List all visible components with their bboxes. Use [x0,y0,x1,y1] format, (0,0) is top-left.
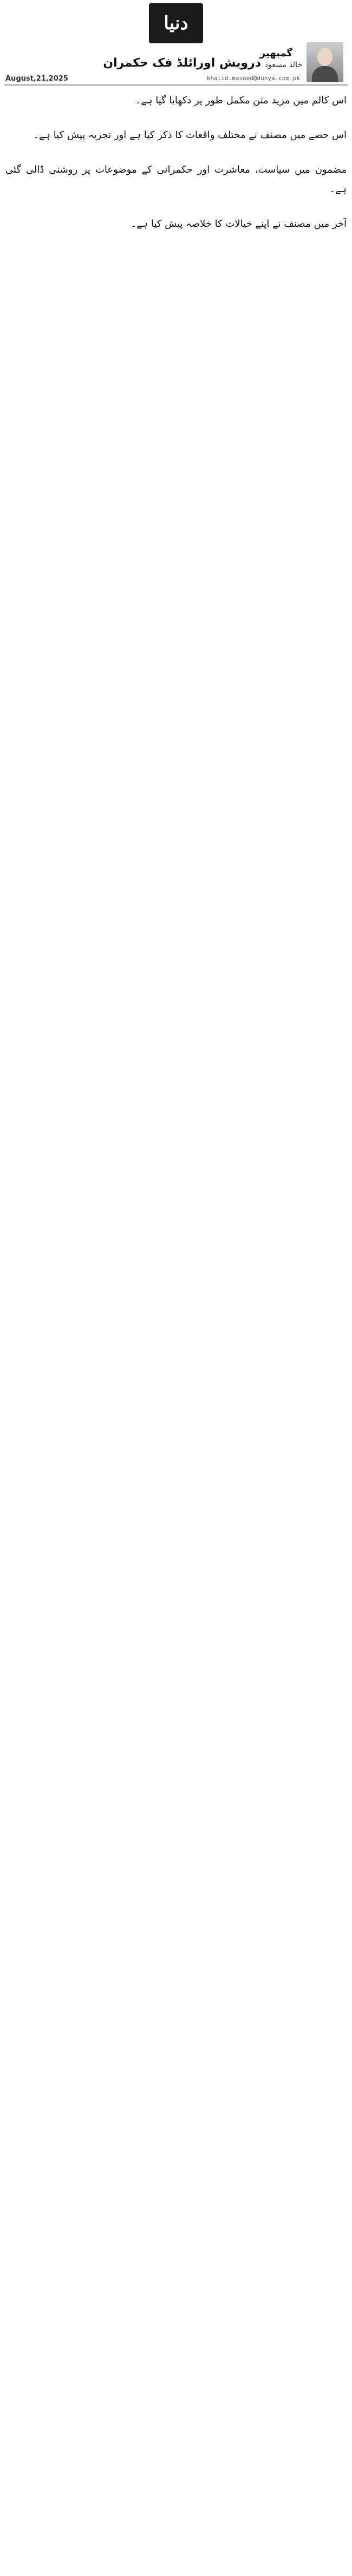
article-paragraph: مضمون میں سیاست، معاشرت اور حکمرانی کے موضوعات پر روشنی ڈالی گئی ہے۔ [5,164,347,195]
masthead [0,0,352,86]
article-body [5,91,347,2565]
writer-name: خالد مسعود [264,61,302,69]
header-divider [4,84,348,86]
author-photo [307,42,343,82]
publish-date: August,21,2025 [5,75,68,83]
article-paragraph: آخر میں مصنف نے اپنے خیالات کا خلاصہ پیش کیا ہے۔ [131,218,347,230]
article-paragraph: اس حصے میں مصنف نے مختلف واقعات کا ذکر کیا ہے اور تجزیہ پیش کیا ہے۔ [33,129,347,141]
column-label: گمبھیر [259,48,292,59]
writer-email: khalid.masood@dunya.com.pk [206,75,300,82]
article-paragraph: اس کالم میں مزید متن مکمل طور پر دکھایا گیا ہے۔ [135,95,347,106]
column-title: درویش اورائلڈ فک حکمران [103,56,261,70]
newspaper-logo-text: دنیا [164,12,188,34]
author-photo-head [317,48,333,66]
newspaper-logo [149,3,203,43]
author-photo-body [312,66,338,82]
